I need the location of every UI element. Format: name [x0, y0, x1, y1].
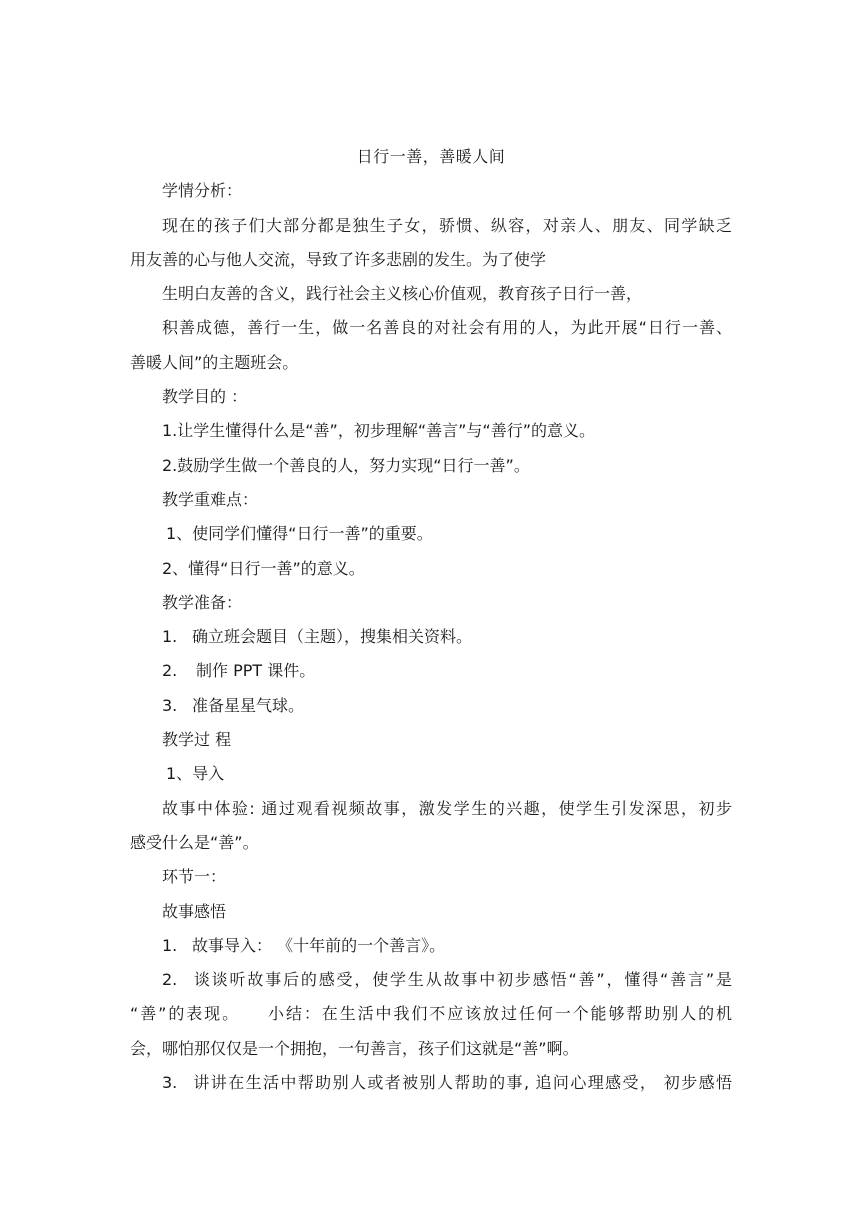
list-number: 1.: [162, 935, 178, 955]
list-number: 3.: [162, 1073, 178, 1093]
list-item: [130, 930, 732, 962]
list-number: 3.: [162, 695, 178, 715]
list-item: [130, 1067, 732, 1099]
section-heading: 1、导入: [166, 764, 225, 784]
heading-student-analysis: 学情分析：: [162, 181, 243, 201]
list-text: 制作 PPT 课件。: [196, 661, 316, 681]
list-item: 2、懂得“日行一善”的意义。: [162, 558, 365, 578]
heading-key-points: 教学重难点：: [162, 489, 259, 509]
list-item: 2.鼓励学生做一个善良的人，努力实现“日行一善”。: [162, 455, 530, 475]
list-item: [130, 690, 732, 722]
heading-teaching-process: 教学过 程: [162, 730, 232, 750]
paragraph-line: 善暖人间”的主题班会。: [130, 352, 299, 372]
paragraph-line: 用友善的心与他人交流，导致了许多悲剧的发生。为了使学: [130, 249, 547, 269]
list-text: 讲讲在生活中帮助别人或者被别人帮助的事, 追问心理感受， 初步感悟: [192, 1073, 732, 1093]
paragraph-line: 积善成德，善行一生，做一名善良的对社会有用的人，为此开展“日行一善、: [162, 318, 732, 338]
paragraph-line: 生明白友善的含义，践行社会主义核心价值观，教育孩子日行一善，: [162, 284, 643, 304]
list-number: 2.: [162, 970, 178, 990]
list-item: [130, 655, 732, 687]
paragraph-line: 会，哪怕那仅仅是一个拥抱，一句善言，孩子们这就是“善”啊。: [130, 1038, 579, 1058]
list-item: [130, 621, 732, 653]
paragraph-line: “善”的表现。 小结：在生活中我们不应该放过任何一个能够帮助别人的机: [130, 1004, 732, 1024]
document-body: [130, 141, 732, 1099]
list-number: 2.: [162, 661, 178, 681]
list-item: 1、使同学们懂得“日行一善”的重要。: [166, 524, 433, 544]
heading-teaching-goals: 教学目的 ：: [162, 387, 248, 407]
paragraph-line: 感受什么是“善”。: [130, 832, 259, 852]
heading-preparation: 教学准备：: [162, 592, 243, 612]
section-heading: 环节一：: [162, 867, 227, 887]
list-text: 确立班会题目（主题），搜集相关资料。: [192, 627, 473, 647]
list-item: 1.让学生懂得什么是“善”，初步理解“善言”与“善行”的意义。: [162, 421, 596, 441]
paragraph-line: 故事中体验: 通过观看视频故事，激发学生的兴趣，使学生引发深思，初步: [162, 798, 732, 818]
list-text: 故事导入： 《十年前的一个善言》。: [192, 935, 446, 955]
list-number: 1.: [162, 627, 178, 647]
section-heading: 故事感悟: [162, 901, 227, 921]
list-item: [130, 964, 732, 996]
list-text: 谈谈听故事后的感受，使学生从故事中初步感悟“善”，懂得“善言”是: [192, 970, 732, 990]
paragraph-line: 现在的孩子们大部分都是独生子女，骄惯、纵容，对亲人、朋友、同学缺乏: [162, 215, 732, 235]
list-text: 准备星星气球。: [192, 695, 305, 715]
document-title: 日行一善，善暖人间: [356, 147, 506, 166]
